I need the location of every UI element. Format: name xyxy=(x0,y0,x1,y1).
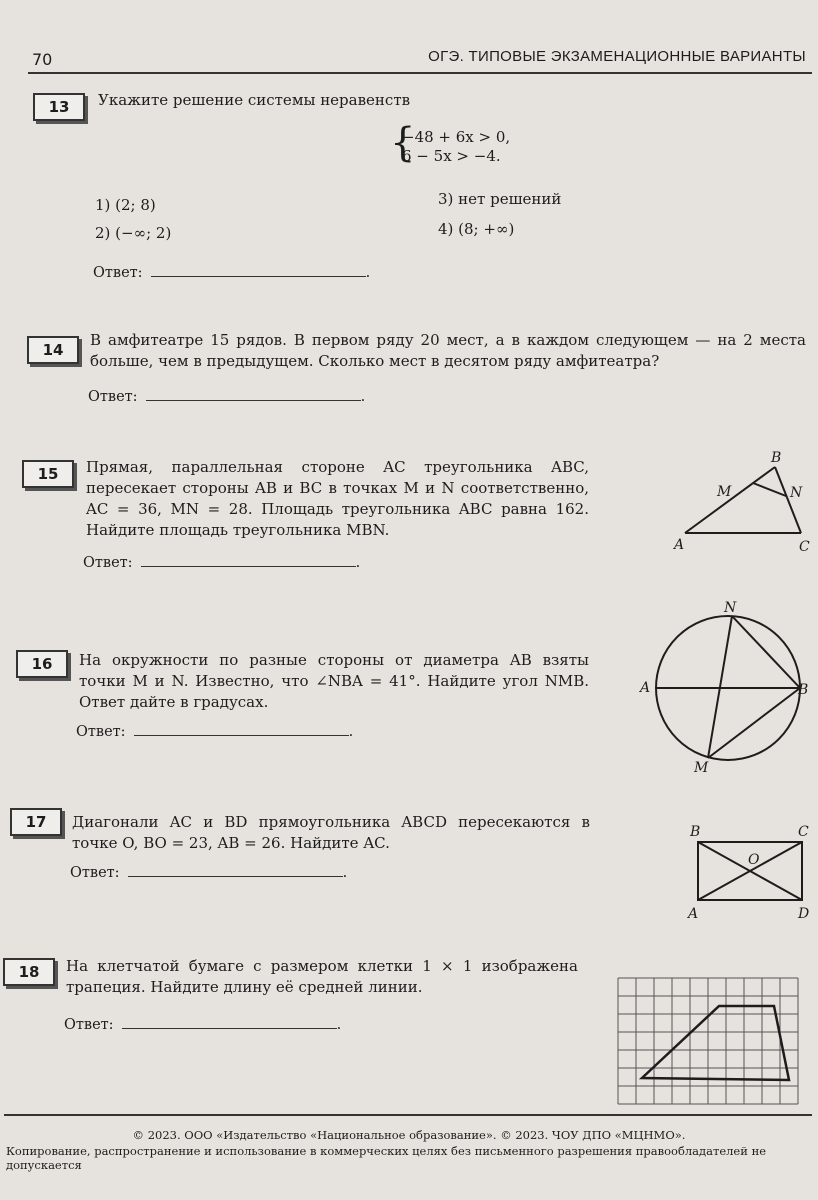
answer-field-17[interactable] xyxy=(128,862,343,877)
answer-label: Ответ: xyxy=(70,865,120,881)
answer-field-15[interactable] xyxy=(141,552,356,567)
answer-field-13[interactable] xyxy=(151,262,366,277)
answer-field-14[interactable] xyxy=(146,386,361,401)
trapezoid xyxy=(642,1006,789,1080)
copyright-notice: Копирование, распространение и использование в коммерческих целях без письменного разрешения правообладателей не допускается xyxy=(6,1144,767,1172)
grid-figure xyxy=(614,972,810,1110)
answer-row-15: Ответ: . xyxy=(83,552,360,571)
answer-row-17: Ответ: . xyxy=(70,862,347,881)
option-4[interactable]: 4) (8; +∞) xyxy=(438,220,515,238)
chord-mb xyxy=(708,688,800,758)
copyright-line: © 2023. ООО «Издательство «Национальное образование». © 2023. ЧОУ ДПО «МЦНМО». xyxy=(132,1128,686,1142)
rectangle-figure xyxy=(684,818,814,924)
answer-row-16: Ответ: . xyxy=(76,721,353,740)
label-c: C xyxy=(798,824,809,840)
square-grid xyxy=(618,978,798,1104)
task-number-18: 18 xyxy=(3,958,55,986)
system-inequality-1: −48 + 6x > 0, xyxy=(402,128,511,146)
task-number-15: 15 xyxy=(22,460,74,488)
circle-figure xyxy=(636,598,818,778)
answer-label: Ответ: xyxy=(88,389,138,405)
label-a: A xyxy=(688,906,699,922)
task-15-text: Прямая, параллельная стороне AC треугольника ABC, пересекает стороны AB и BC в точках M и N соответственно, AC = 36, MN = 28. Площадь треугольника ABC равна 162. Найдите площадь треугольника MBN. xyxy=(86,458,589,539)
footer-rule xyxy=(4,1114,812,1116)
label-m: M xyxy=(694,760,709,776)
label-c: C xyxy=(799,539,810,555)
task-14-text: В амфитеатре 15 рядов. В первом ряду 20 мест, а в каждом следующем — на 2 места больше, чем в предыдущем. Сколько мест в десятом ряду амфитеатра? xyxy=(90,331,806,370)
label-n: N xyxy=(724,600,737,616)
label-d: D xyxy=(798,906,810,922)
answer-label: Ответ: xyxy=(76,724,126,740)
label-a: A xyxy=(674,537,685,553)
answer-label: Ответ: xyxy=(83,555,133,571)
task-number-17: 17 xyxy=(10,808,62,836)
label-a: A xyxy=(640,680,651,696)
label-o: O xyxy=(748,852,760,868)
triangle-figure xyxy=(665,445,815,555)
system-inequality-2: 6 − 5x > −4. xyxy=(402,147,501,165)
task-number-14: 14 xyxy=(27,336,79,364)
side-ab xyxy=(685,467,775,533)
option-3[interactable]: 3) нет решений xyxy=(438,190,562,208)
header-rule xyxy=(28,72,812,74)
answer-field-16[interactable] xyxy=(134,721,349,736)
system-brace: { xyxy=(390,120,416,166)
task-16-text: На окружности по разные стороны от диаметра AB взяты точки M и N. Известно, что ∠NBA = 41°. Найдите угол NMB. Ответ дайте в градусах. xyxy=(79,651,589,711)
answer-row-18: Ответ: . xyxy=(64,1014,341,1033)
label-m: M xyxy=(717,484,732,500)
answer-row-14: Ответ: . xyxy=(88,386,365,405)
running-header: ОГЭ. ТИПОВЫЕ ЭКЗАМЕНАЦИОННЫЕ ВАРИАНТЫ xyxy=(428,48,806,65)
label-b: B xyxy=(690,824,701,840)
page-number: 70 xyxy=(32,50,53,69)
label-b: B xyxy=(771,450,782,466)
label-n: N xyxy=(790,485,803,501)
option-1[interactable]: 1) (2; 8) xyxy=(95,196,156,214)
task-13-text: Укажите решение системы неравенств xyxy=(98,91,411,109)
label-b: B xyxy=(798,682,809,698)
option-2[interactable]: 2) (−∞; 2) xyxy=(95,224,172,242)
answer-label: Ответ: xyxy=(64,1017,114,1033)
answer-field-18[interactable] xyxy=(122,1014,337,1029)
answer-row-13: Ответ: . xyxy=(93,262,370,281)
answer-label: Ответ: xyxy=(93,265,143,281)
task-number-13: 13 xyxy=(33,93,85,121)
task-number-16: 16 xyxy=(16,650,68,678)
task-17-text: Диагонали AC и BD прямоугольника ABCD пересекаются в точке O, BO = 23, AB = 26. Найдите AC. xyxy=(72,813,590,852)
task-18-text: На клетчатой бумаге с размером клетки 1 × 1 изображена трапеция. Найдите длину её средней линии. xyxy=(66,957,578,996)
